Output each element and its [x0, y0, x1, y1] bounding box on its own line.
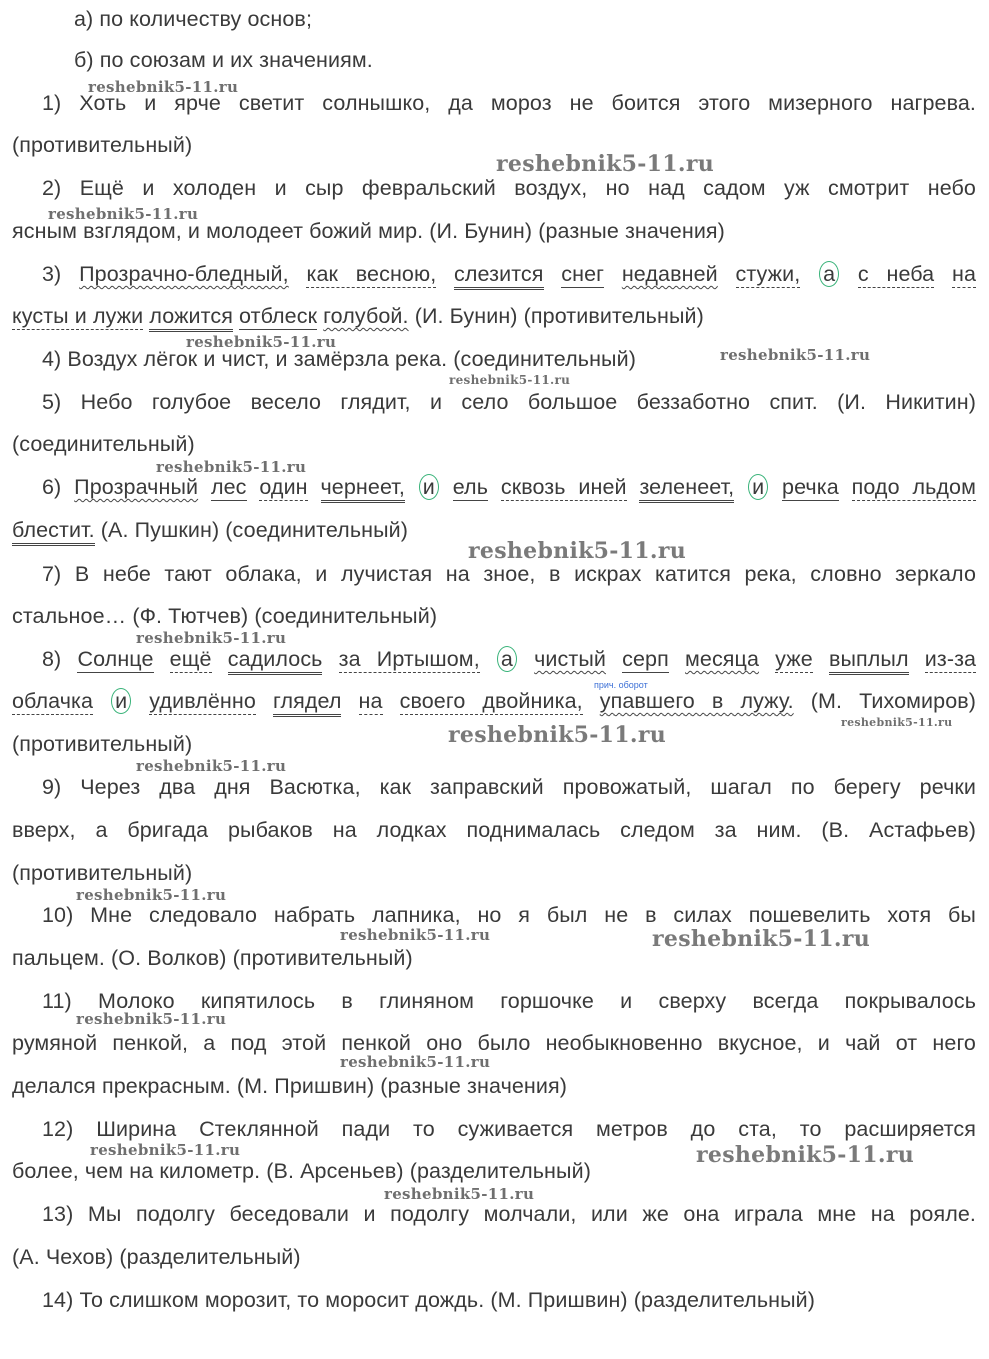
- word-adverbial: ещё: [169, 647, 212, 671]
- sentence-5-line-2: (соединительный): [12, 432, 195, 456]
- word-adverbial: как весною,: [306, 262, 437, 286]
- word-predicate: блестит.: [12, 518, 95, 546]
- word-subject: снег: [561, 262, 605, 286]
- word-adverbial: за Иртышом,: [338, 647, 480, 671]
- word-subject: речка: [782, 475, 839, 499]
- sentence-7-line-1: 7) В небе тают облака, и лучистая на зное, в искрах катится река, словно зеркало: [42, 562, 976, 586]
- word-adverbial: удивлённо: [149, 689, 256, 713]
- watermark: reshebnik5-11.ru: [186, 333, 337, 351]
- circled-conjunction: а: [819, 261, 839, 287]
- sentence-6-number: 6): [42, 475, 62, 499]
- watermark: reshebnik5-11.ru: [340, 926, 491, 944]
- word-adverbial: один: [259, 475, 308, 499]
- word-participle-phrase: упавшего в лужу.: [599, 689, 794, 713]
- sentence-2-line-1: 2) Ещё и холоден и сыр февральский воздух, но над садом уж смотрит небо: [42, 176, 976, 200]
- word-definition: недавней: [621, 262, 718, 286]
- word-predicate: слезится: [454, 262, 543, 290]
- sentence-9-line-3: (противительный): [12, 861, 193, 885]
- watermark: reshebnik5-11.ru: [468, 538, 687, 564]
- word-object: стужи,: [735, 262, 801, 286]
- sentence-8-line-2: [12, 688, 976, 714]
- word-adverbial: облачка: [12, 689, 94, 713]
- sentence-12-line-2: более, чем на километр. (В. Арсеньев) (разделительный): [12, 1159, 591, 1183]
- watermark: reshebnik5-11.ru: [652, 926, 871, 952]
- sentence-7-line-2: стальное… (Ф. Тютчев) (соединительный): [12, 604, 438, 628]
- sentence-6-tail: (А. Пушкин) (соединительный): [100, 518, 409, 542]
- watermark: reshebnik5-11.ru: [449, 373, 571, 387]
- header-line-a: а) по количеству основ;: [74, 7, 313, 31]
- circled-conjunction: и: [748, 474, 768, 500]
- word-adverbial: подо льдом: [851, 475, 976, 499]
- circled-conjunction: и: [419, 474, 439, 500]
- sentence-4-line-1: 4) Воздух лёгок и чист, и замёрзла река. (соединительный): [42, 347, 636, 371]
- watermark: reshebnik5-11.ru: [448, 722, 667, 748]
- circled-conjunction: и: [111, 688, 131, 714]
- sentence-1-line-2: (противительный): [12, 133, 193, 157]
- word-object: своего двойника,: [399, 689, 583, 713]
- word-predicate: чернеет,: [321, 475, 405, 503]
- word-predicate: зеленеет,: [639, 475, 734, 503]
- watermark: reshebnik5-11.ru: [496, 151, 715, 177]
- watermark: reshebnik5-11.ru: [136, 757, 287, 775]
- sentence-13-line-2: (А. Чехов) (разделительный): [12, 1245, 301, 1269]
- word-definition: Прозрачный: [74, 475, 199, 499]
- watermark: reshebnik5-11.ru: [156, 458, 307, 476]
- sentence-13-line-1: 13) Мы подолгу беседовали и подолгу молчали, или же она играла мне на рояле.: [42, 1202, 976, 1226]
- sentence-9-line-1: 9) Через два дня Васютка, как заправский провожатый, шагал по берегу речки: [42, 775, 976, 799]
- word-adverbial: сквозь иней: [500, 475, 627, 499]
- sentence-11-line-1: 11) Молоко кипятилось в глиняном горшочке и сверху всегда покрывалось: [42, 989, 976, 1013]
- word-definition: чистый: [534, 647, 606, 671]
- sentence-3-line-2: [12, 303, 976, 329]
- word-object: на: [358, 689, 383, 713]
- word-definition: голубой.: [323, 304, 409, 328]
- word-definition: Прозрачно-бледный,: [79, 262, 289, 286]
- sentence-6-line-1: [42, 474, 976, 500]
- word-adverbial: с неба: [857, 262, 935, 286]
- sentence-5-line-1: 5) Небо голубое весело глядит, и село большое беззаботно спит. (И. Никитин): [42, 390, 976, 414]
- sentence-8-line-3: (противительный): [12, 732, 193, 756]
- sentence-11-line-2: румяной пенкой, а под этой пенкой оно было необыкновенно вкусное, и чай от него: [12, 1031, 976, 1055]
- sentence-10-line-1: 10) Мне следовало набрать лапника, но я был не в силах пошевелить хотя бы: [42, 903, 976, 927]
- word-subject: серп: [622, 647, 669, 671]
- word-definition: месяца: [685, 647, 760, 671]
- word-adverbial: из-за: [924, 647, 977, 671]
- header-line-b: б) по союзам и их значениям.: [74, 48, 373, 72]
- sentence-3-tail: (И. Бунин) (противительный): [414, 304, 704, 328]
- watermark: reshebnik5-11.ru: [76, 886, 227, 904]
- word-predicate: глядел: [273, 689, 342, 717]
- watermark: reshebnik5-11.ru: [720, 346, 871, 364]
- watermark: reshebnik5-11.ru: [384, 1185, 535, 1203]
- sentence-3-line-1: [42, 261, 976, 287]
- sentence-10-line-2: пальцем. (О. Волков) (противительный): [12, 946, 413, 970]
- watermark: reshebnik5-11.ru: [90, 1141, 241, 1159]
- sentence-3-number: 3): [42, 262, 62, 286]
- sentence-8-number: 8): [42, 647, 62, 671]
- sentence-14-line-1: 14) То слишком морозит, то моросит дождь. (М. Пришвин) (разделительный): [42, 1288, 816, 1312]
- word-predicate: ложится: [149, 304, 233, 332]
- word-subject: ель: [452, 475, 489, 499]
- word-subject: лес: [210, 475, 247, 499]
- sentence-1-line-1: 1) Хоть и ярче светит солнышко, да мороз не боится этого мизерного нагрева.: [42, 91, 976, 115]
- sentence-2-line-2: ясным взглядом, и молодеет божий мир. (И. Бунин) (разные значения): [12, 219, 725, 243]
- word-predicate: выплыл: [829, 647, 909, 675]
- circled-conjunction: а: [497, 646, 517, 672]
- sentence-9-line-2: вверх, а бригада рыбаков на лодках поднималась следом за ним. (В. Астафьев): [12, 818, 976, 842]
- word-adverbial: на: [952, 262, 977, 286]
- word-subject: Солнце: [77, 647, 154, 671]
- word-predicate: садилось: [228, 647, 323, 675]
- participle-phrase-annotation: прич. оборот: [594, 680, 648, 690]
- sentence-12-line-1: 12) Ширина Стеклянной пади то суживается метров до ста, то расширяется: [42, 1117, 976, 1141]
- watermark: reshebnik5-11.ru: [841, 716, 953, 729]
- watermark: reshebnik5-11.ru: [88, 78, 239, 96]
- word-adverbial: уже: [775, 647, 813, 671]
- watermark: reshebnik5-11.ru: [696, 1142, 915, 1168]
- sentence-8-tail: (М. Тихомиров): [810, 689, 977, 713]
- word-adverbial: кусты и лужи: [12, 304, 144, 328]
- sentence-8-line-1: [42, 646, 976, 672]
- watermark: reshebnik5-11.ru: [76, 1010, 227, 1028]
- watermark: reshebnik5-11.ru: [340, 1053, 491, 1071]
- sentence-11-line-3: делался прекрасным. (М. Пришвин) (разные значения): [12, 1074, 568, 1098]
- watermark: reshebnik5-11.ru: [136, 629, 287, 647]
- watermark: reshebnik5-11.ru: [48, 205, 199, 223]
- word-subject: отблеск: [239, 304, 318, 328]
